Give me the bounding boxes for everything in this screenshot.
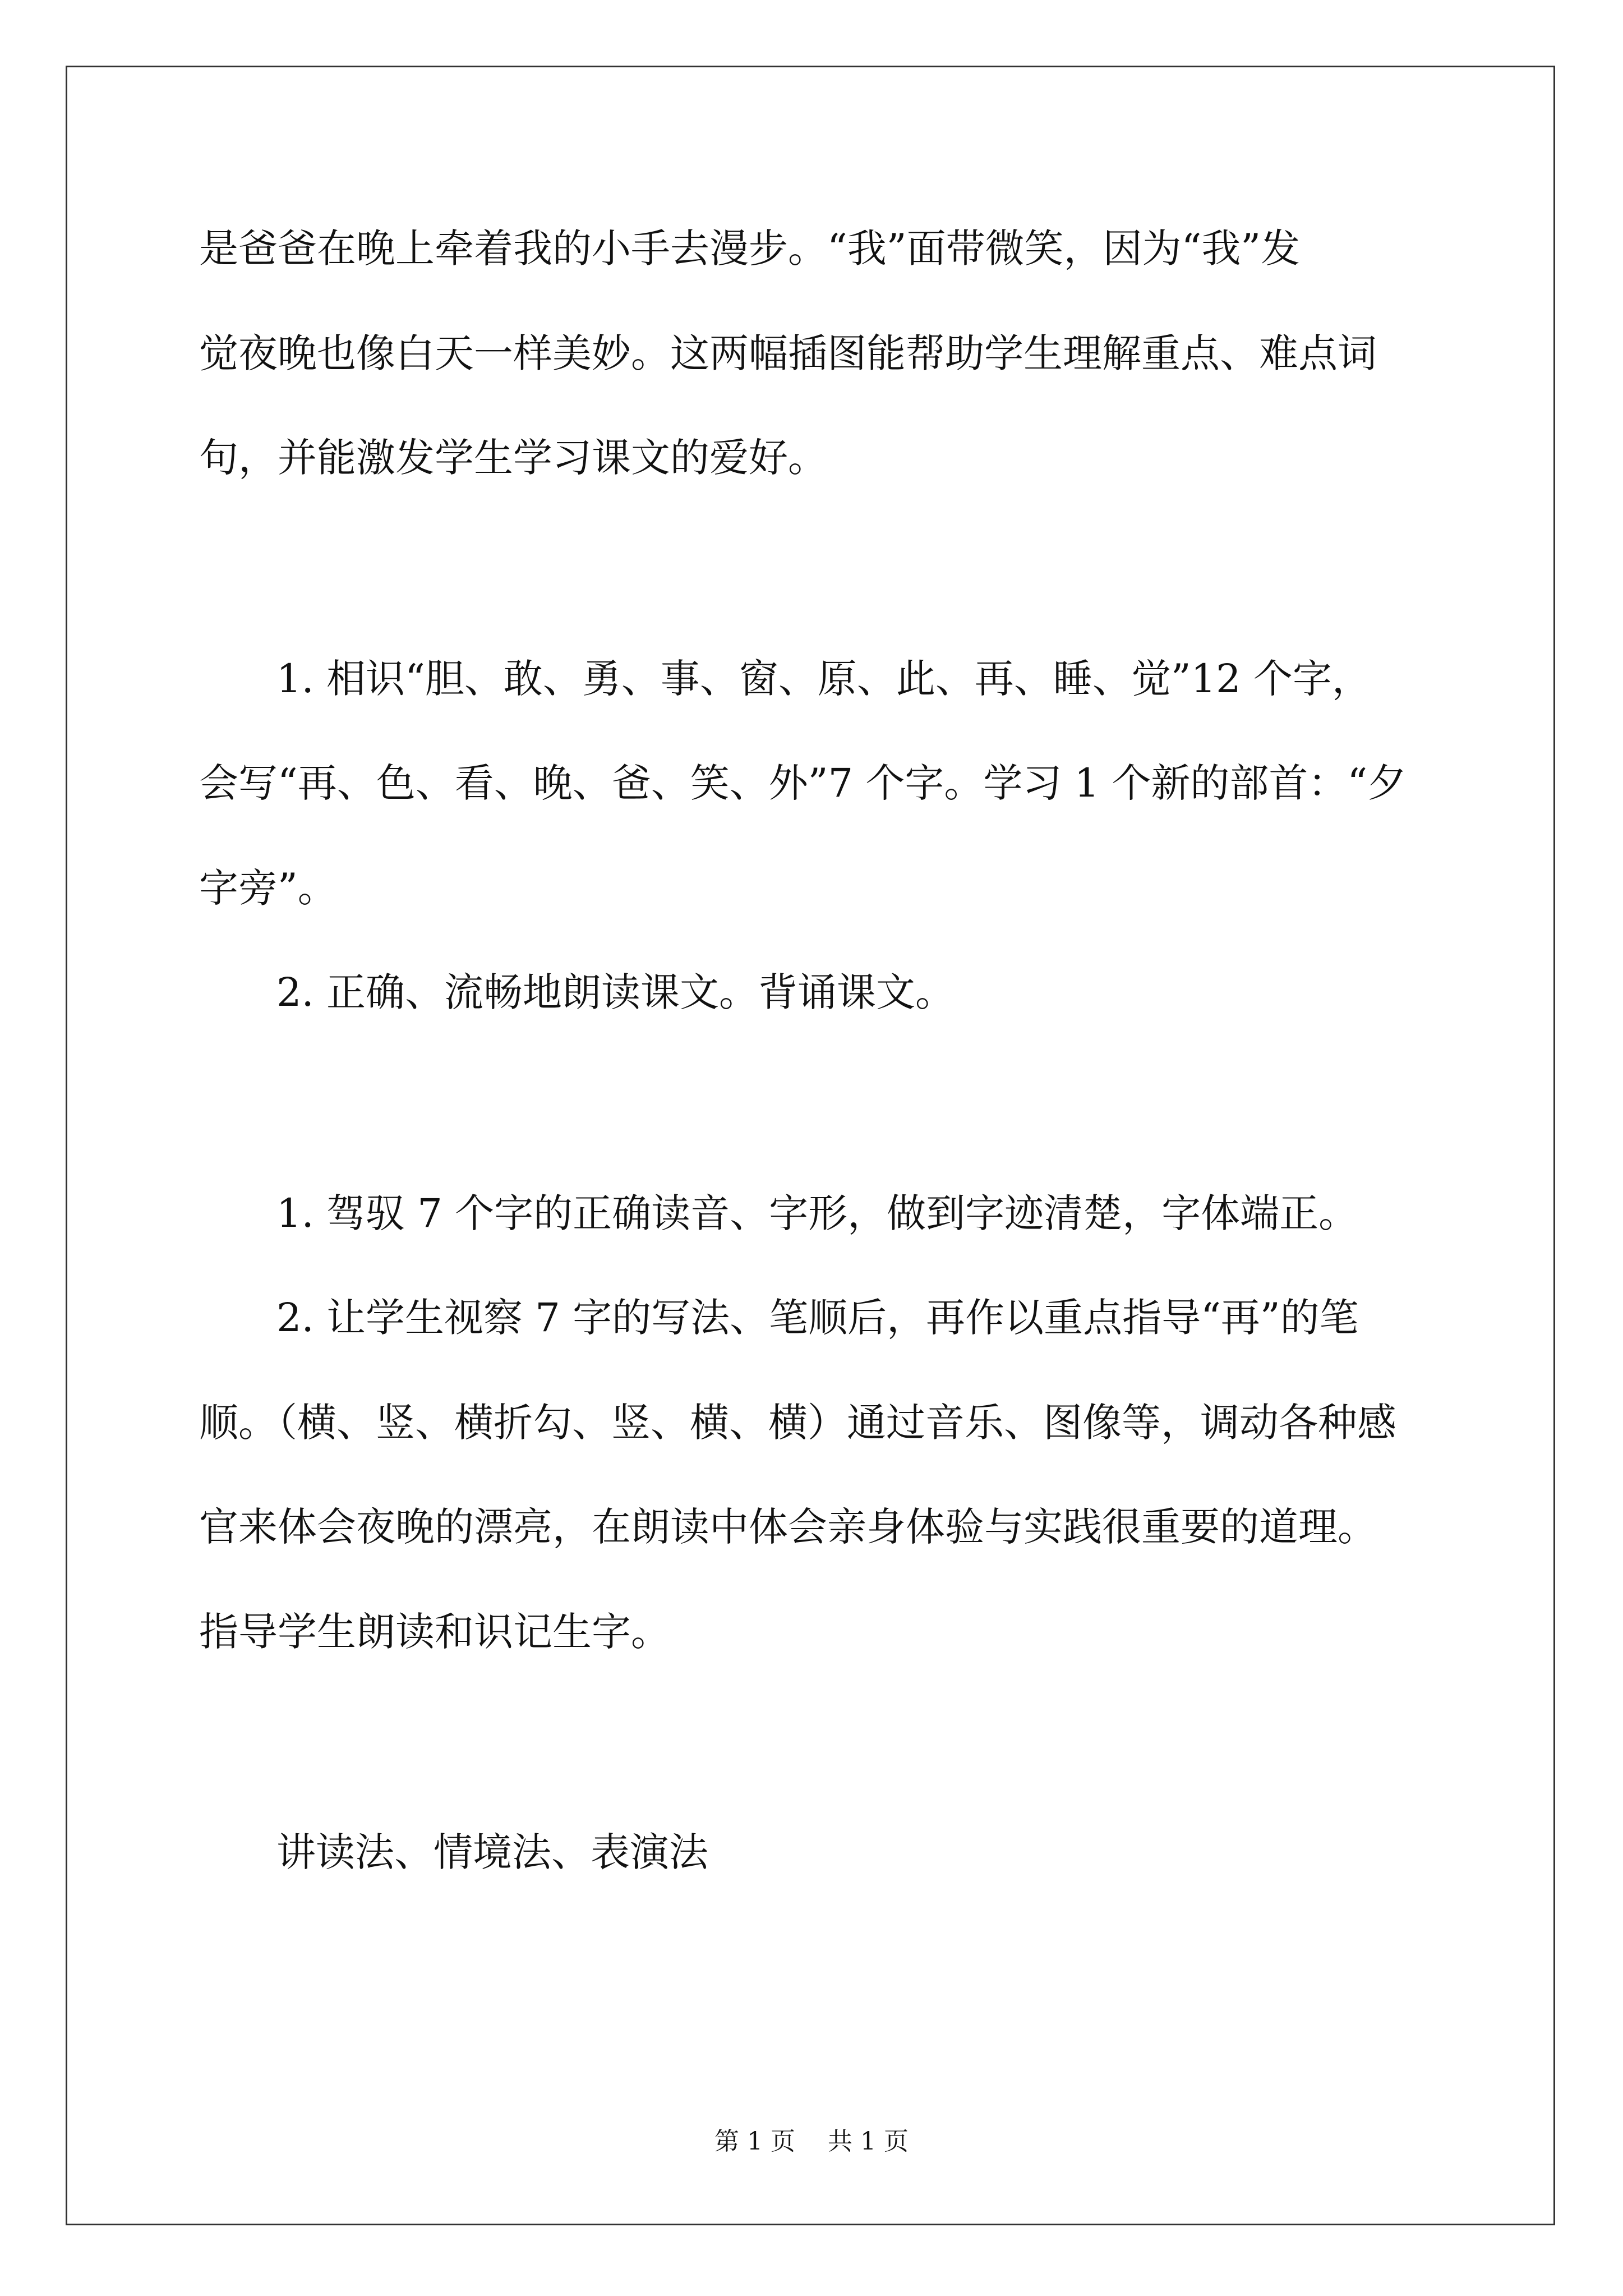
text-line: 顺。（横、竖、横折勾、竖、横、横）通过音乐、图像等，调动各种感 — [199, 1400, 1396, 1446]
text-line: 2. 让学生视察 7 字的写法、笔顺后，再作以重点指导“再”的笔 — [276, 1295, 1359, 1341]
text-line: 1. 驾驭 7 个字的正确读音、字形，做到字迹清楚，字体端正。 — [276, 1190, 1358, 1236]
text-line: 字旁”。 — [199, 865, 337, 911]
page-frame — [66, 66, 1555, 2225]
text-line: 是爸爸在晚上牵着我的小手去漫步。“我”面带微笑，因为“我”发 — [199, 226, 1301, 272]
text-line: 句，并能激发学生学习课文的爱好。 — [199, 435, 827, 481]
text-line: 指导学生朗读和识记生字。 — [199, 1609, 670, 1655]
text-line: 2. 正确、流畅地朗读课文。背诵课文。 — [276, 969, 955, 1015]
text-line: 1. 相识“胆、敢、勇、事、窗、原、此、再、睡、觉”12 个字， — [276, 656, 1371, 702]
text-line: 官来体会夜晚的漂亮，在朗读中体会亲身体验与实践很重要的道理。 — [199, 1504, 1377, 1550]
text-line: 会写“再、色、看、晚、爸、笑、外”7 个字。学习 1 个新的部首：“夕 — [199, 760, 1407, 806]
text-line: 讲读法、情境法、表演法 — [276, 1829, 708, 1875]
text-line: 觉夜晚也像白天一样美妙。这两幅插图能帮助学生理解重点、难点词 — [199, 330, 1377, 376]
page-number-footer: 第 1 页 共 1 页 — [714, 2127, 909, 2156]
